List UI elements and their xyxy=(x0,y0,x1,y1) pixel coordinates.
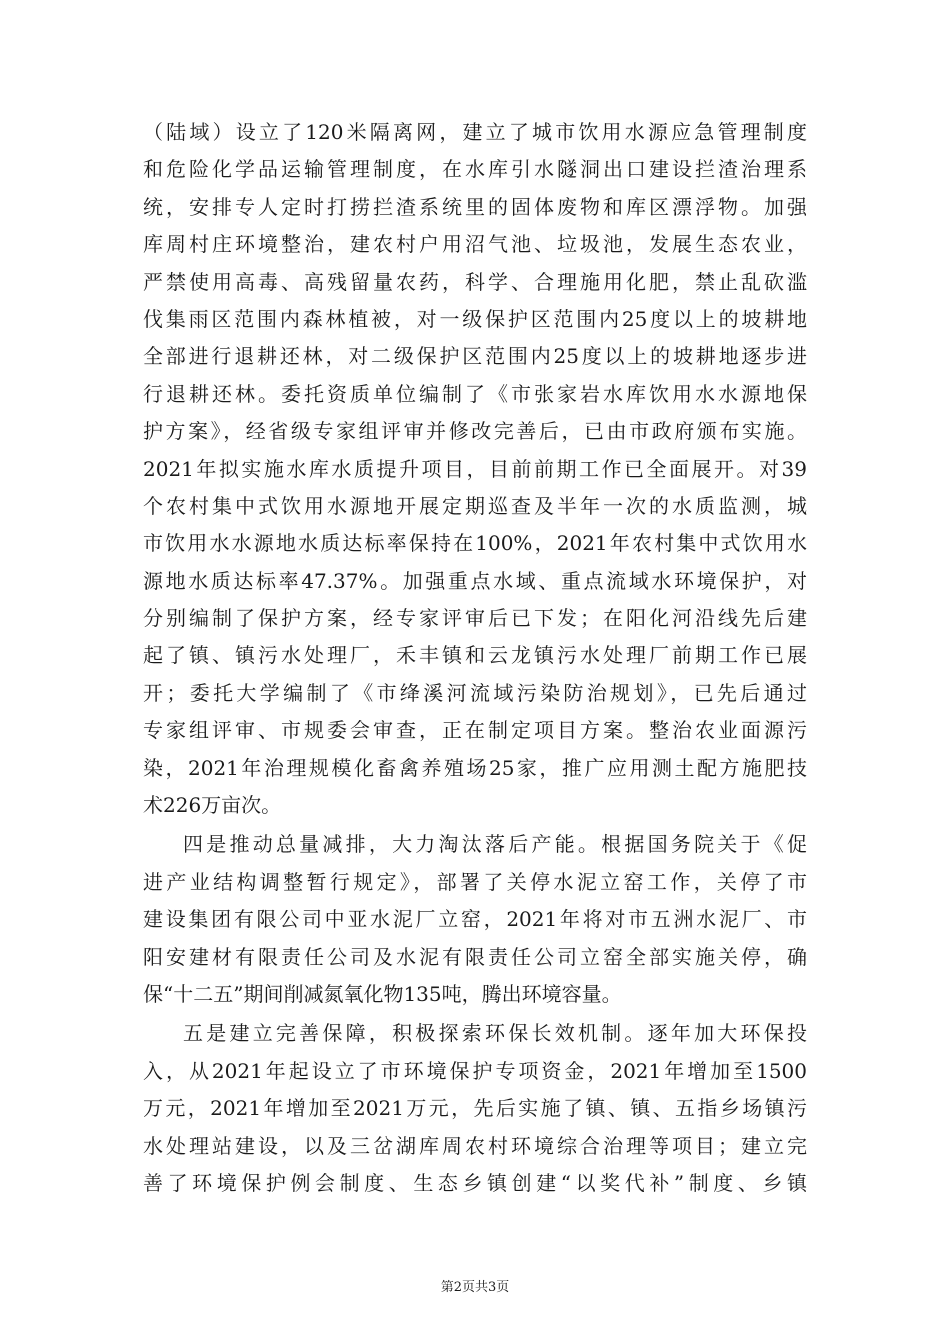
text-line: 水处理站建设，以及三岔湖库周农村环境综合治理等项目；建立完 xyxy=(143,1133,807,1158)
text-line: 个农村集中式饮用水源地开展定期巡查及半年一次的水质监测，城 xyxy=(143,493,807,518)
paragraph xyxy=(143,114,807,824)
text-line: 统，安排专人定时打捞拦渣系统里的固体废物和库区漂浮物。加强 xyxy=(143,194,807,219)
text-line: 保“十二五”期间削减氮氧化物135吨，腾出环境容量。 xyxy=(143,981,622,1006)
text-line: 阳安建材有限责任公司及水泥有限责任公司立窑全部实施关停，确 xyxy=(143,944,807,969)
text-line: 入，从2021年起设立了市环境保护专项资金，2021年增加至1500 xyxy=(143,1058,807,1083)
text-line: 四是推动总量减排，大力淘汰落后产能。根据国务院关于《促 xyxy=(183,832,807,857)
text-line: 源地水质达标率47.37%。加强重点水域、重点流域水环境保护，对 xyxy=(143,568,807,593)
text-line: 护方案》，经省级专家组评审并修改完善后，已由市政府颁布实施。 xyxy=(143,419,807,444)
text-line: 专家组评审、市规委会审查，正在制定项目方案。整治农业面源污 xyxy=(143,718,807,743)
text-line: 善了环境保护例会制度、生态乡镇创建“以奖代补”制度、乡镇 xyxy=(143,1170,807,1195)
document-body xyxy=(143,114,807,1202)
paragraph xyxy=(143,826,807,1013)
text-line: 市饮用水水源地水质达标率保持在100%，2021年农村集中式饮用水 xyxy=(143,531,807,556)
paragraph xyxy=(143,1015,807,1202)
text-line: 行退耕还林。委托资质单位编制了《市张家岩水库饮用水水源地保 xyxy=(143,381,807,406)
text-line: 建设集团有限公司中亚水泥厂立窑，2021年将对市五洲水泥厂、市 xyxy=(143,907,807,932)
text-line: 2021年拟实施水库水质提升项目，目前前期工作已全面展开。对39 xyxy=(143,456,807,481)
page-number: 第2页共3页 xyxy=(440,1280,510,1295)
text-line: 开；委托大学编制了《市绛溪河流域污染防治规划》，已先后通过 xyxy=(143,680,807,705)
text-line: 全部进行退耕还林，对二级保护区范围内25度以上的坡耕地逐步进 xyxy=(143,344,807,369)
text-line: （陆域）设立了120米隔离网，建立了城市饮用水源应急管理制度 xyxy=(143,120,807,144)
text-line: 术226万亩次。 xyxy=(143,793,282,818)
text-line: 分别编制了保护方案，经专家评审后已下发；在阳化河沿线先后建 xyxy=(143,606,807,631)
text-line: 万元，2021年增加至2021万元，先后实施了镇、镇、五指乡场镇污 xyxy=(143,1096,807,1121)
page-footer xyxy=(0,1276,950,1295)
text-line: 五是建立完善保障，积极探索环保长效机制。逐年加大环保投 xyxy=(183,1021,807,1046)
text-line: 严禁使用高毒、高残留量农药，科学、合理施用化肥，禁止乱砍滥 xyxy=(143,269,807,294)
text-line: 染，2021年治理规模化畜禽养殖场25家，推广应用测土配方施肥技 xyxy=(143,755,807,780)
text-line: 伐集雨区范围内森林植被，对一级保护区范围内25度以上的坡耕地 xyxy=(143,306,807,331)
text-line: 和危险化学品运输管理制度，在水库引水隧洞出口建设拦渣治理系 xyxy=(143,157,807,182)
text-line: 起了镇、镇污水处理厂，禾丰镇和云龙镇污水处理厂前期工作已展 xyxy=(143,643,807,668)
text-line: 进产业结构调整暂行规定》，部署了关停水泥立窑工作，关停了市 xyxy=(143,869,807,894)
text-line: 库周村庄环境整治，建农村户用沼气池、垃圾池，发展生态农业， xyxy=(143,232,807,257)
